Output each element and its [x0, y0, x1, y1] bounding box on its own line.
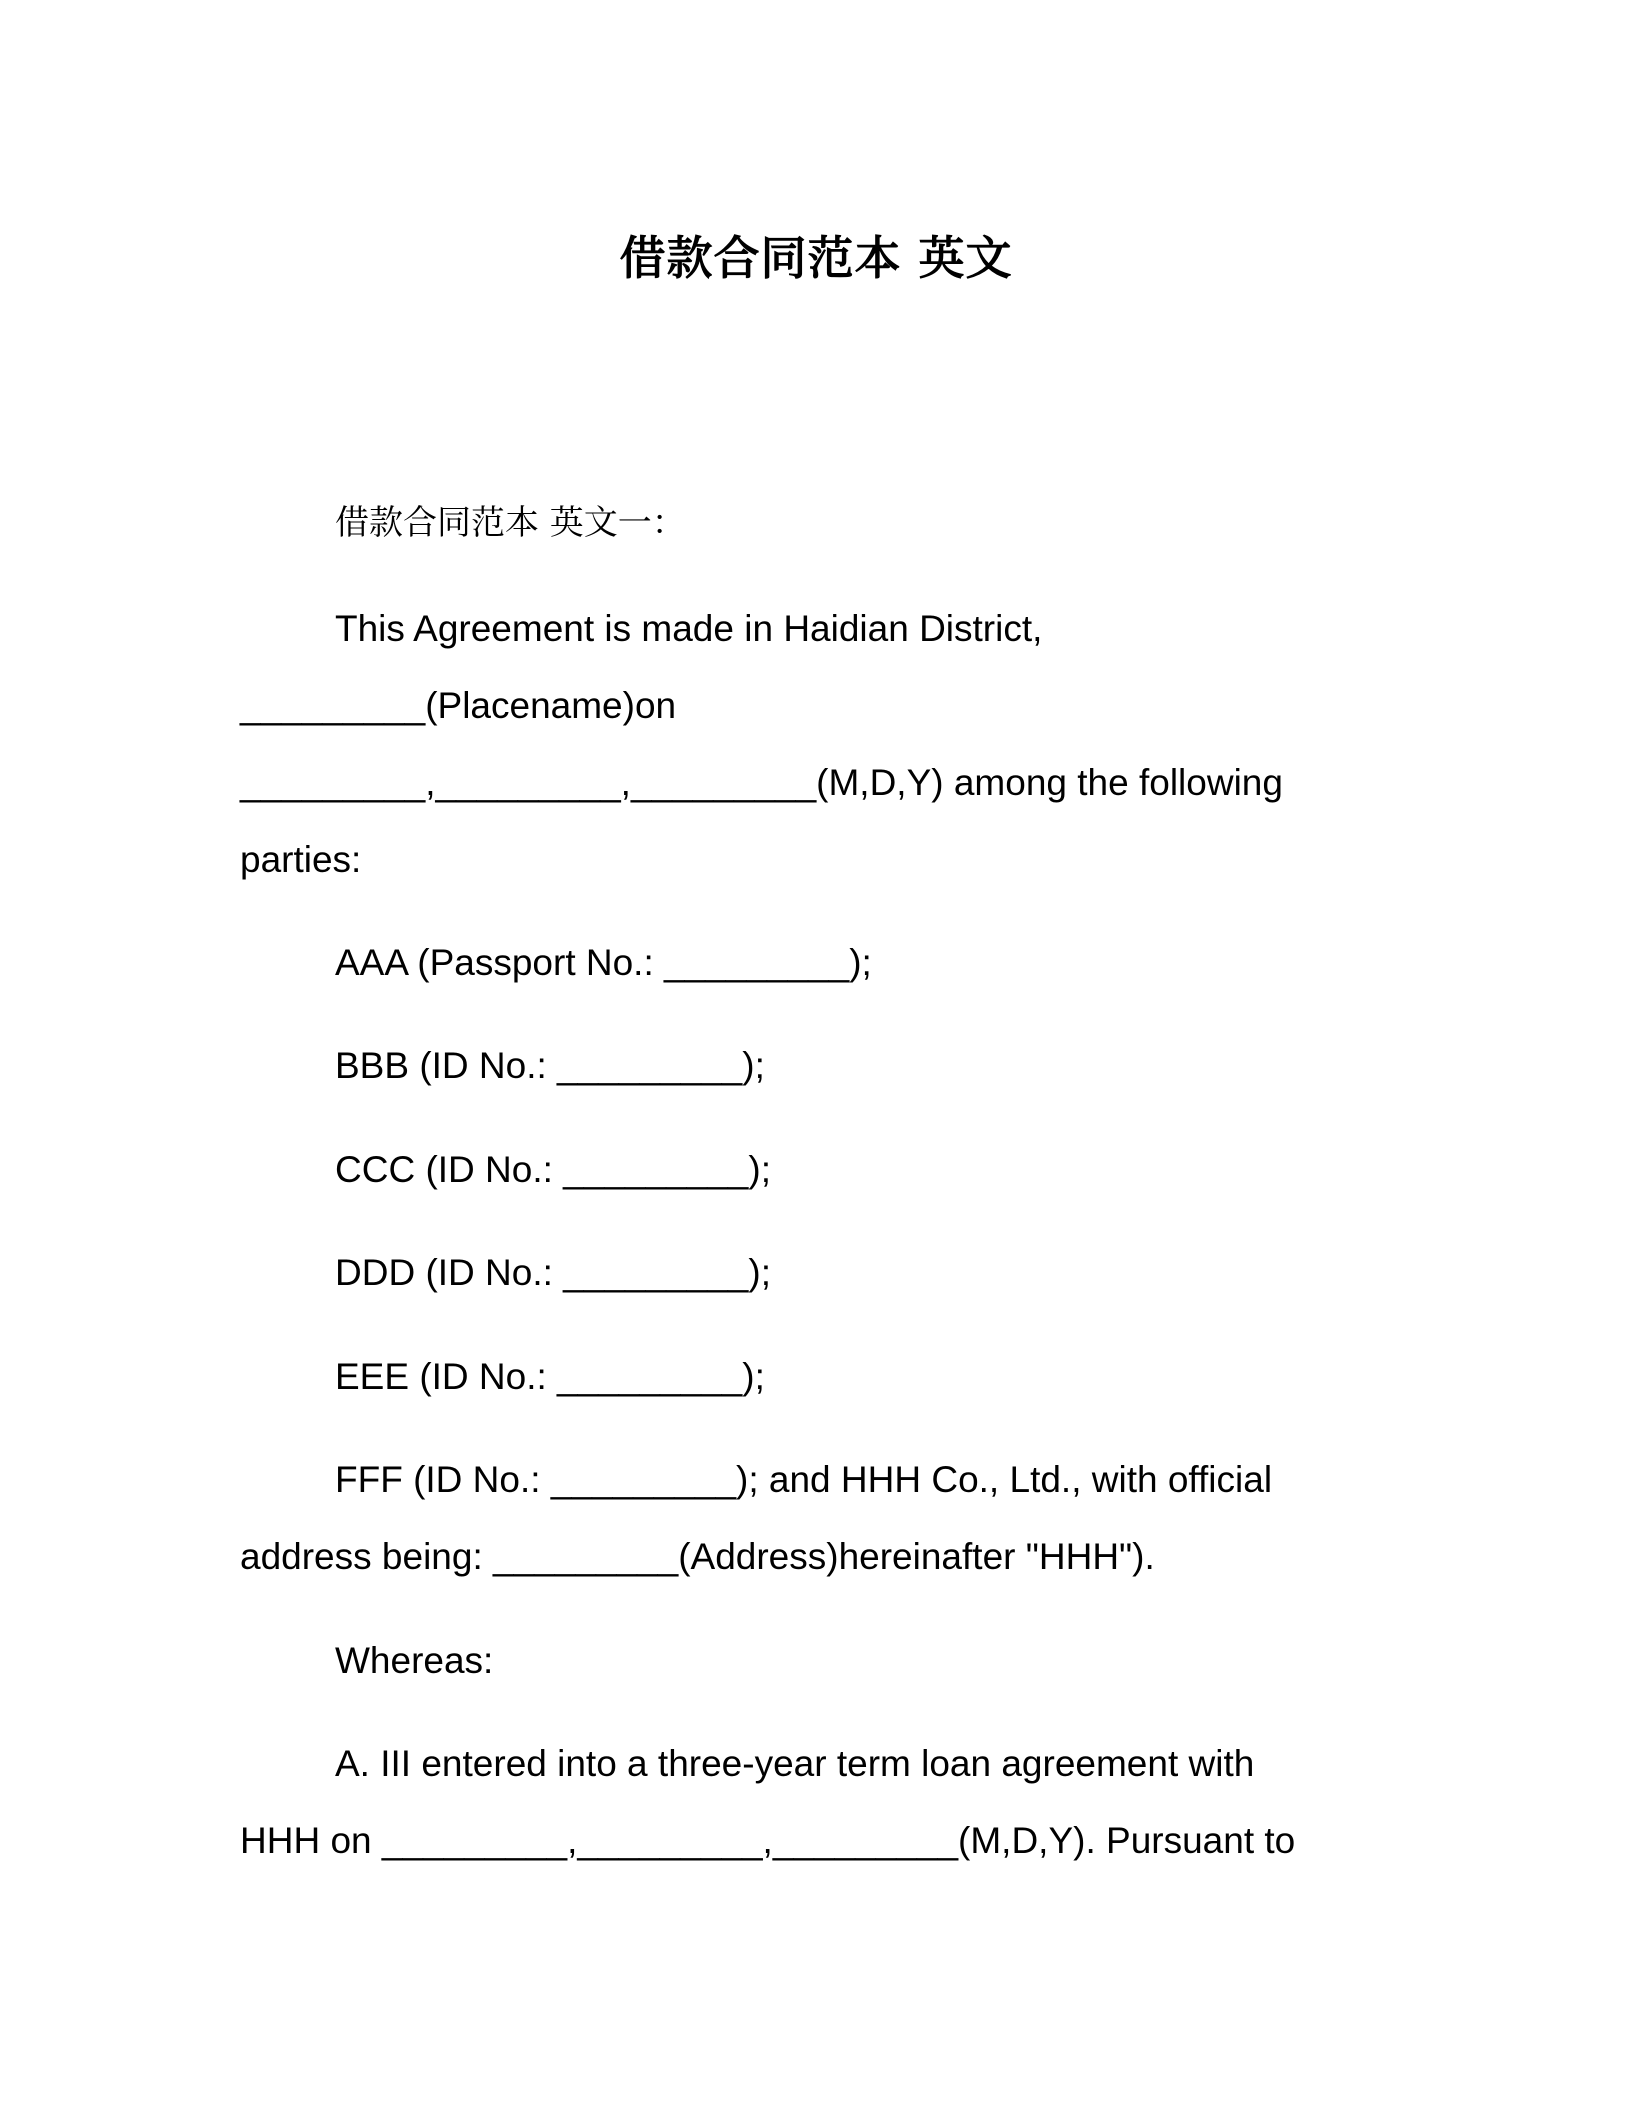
intro-line-4: parties:	[240, 839, 362, 880]
clause-a-line-2: HHH on _________,_________,_________(M,D,Y). Pursuant to	[240, 1820, 1296, 1861]
party-ccc: CCC (ID No.: _________);	[335, 1149, 771, 1190]
party-fff-paragraph	[240, 1441, 1390, 1595]
party-eee: EEE (ID No.: _________);	[335, 1356, 765, 1397]
fff-line-2: address being: _________(Address)hereinafter "HHH").	[240, 1536, 1155, 1577]
intro-line-1: This Agreement is made in Haidian District,	[335, 608, 1043, 649]
party-aaa: AAA (Passport No.: _________);	[335, 942, 872, 983]
intro-line-3: _________,_________,_________(M,D,Y) among the following	[240, 762, 1283, 803]
whereas-heading: Whereas:	[335, 1640, 494, 1681]
fff-line-1: FFF (ID No.: _________); and HHH Co., Ltd., with official	[335, 1459, 1273, 1500]
intro-paragraph	[240, 590, 1390, 898]
party-ddd: DDD (ID No.: _________);	[335, 1252, 771, 1293]
section-heading: 借款合同范本 英文一：	[335, 503, 686, 543]
clause-a-paragraph	[240, 1725, 1390, 1879]
clause-a-line-1: A. III entered into a three-year term loan agreement with	[335, 1743, 1255, 1784]
party-bbb: BBB (ID No.: _________);	[335, 1045, 765, 1086]
document-title: 借款合同范本 英文	[619, 231, 1013, 285]
intro-line-2: _________(Placename)on	[240, 685, 677, 726]
